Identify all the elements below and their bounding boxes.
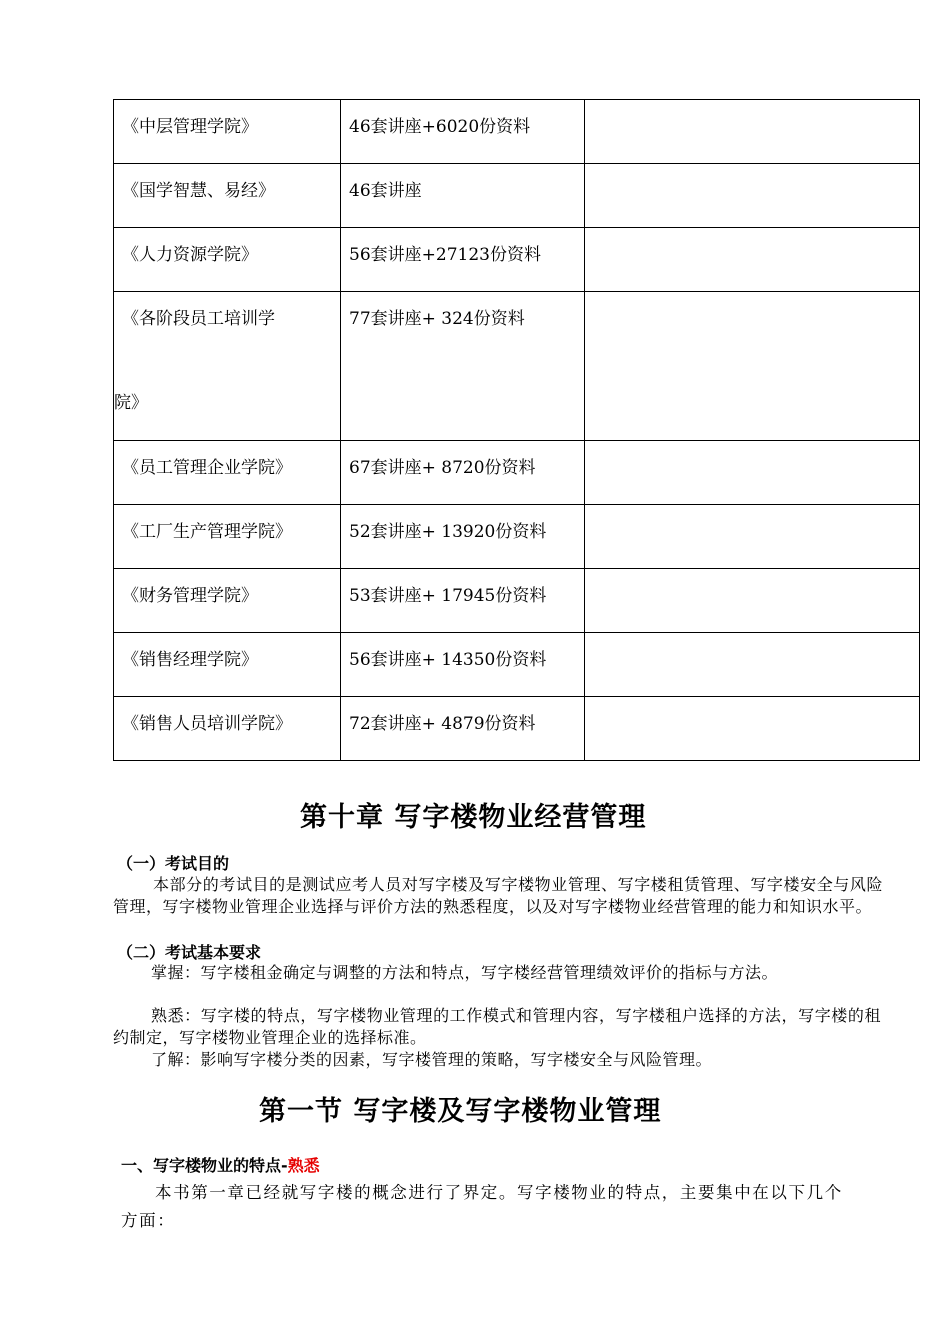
course-table bbox=[113, 99, 920, 761]
course-name: 《财务管理学院》 bbox=[114, 569, 341, 633]
subheading-tag: 熟悉 bbox=[287, 1156, 320, 1175]
section-body: 本书第一章已经就写字楼的概念进行了界定。写字楼物业的特点，主要集中在以下几个方面： bbox=[121, 1183, 843, 1230]
course-name: 《工厂生产管理学院》 bbox=[114, 505, 341, 569]
table-row bbox=[114, 505, 920, 569]
course-content: 53套讲座+ 17945份资料 bbox=[341, 569, 585, 633]
requirement-understand: 了解：影响写字楼分类的因素，写字楼管理的策略，写字楼安全与风险管理。 bbox=[151, 1050, 713, 1069]
course-content: 52套讲座+ 13920份资料 bbox=[341, 505, 585, 569]
subheading-text: 一、写字楼物业的特点- bbox=[121, 1156, 288, 1175]
course-name-line1: 《各阶段员工培训学 bbox=[122, 309, 275, 329]
table-row bbox=[114, 633, 920, 697]
table-row bbox=[114, 569, 920, 633]
table-row bbox=[114, 164, 920, 228]
requirement-master: 掌握：写字楼租金确定与调整的方法和特点，写字楼经营管理绩效评价的指标与方法。 bbox=[151, 963, 779, 982]
table-row bbox=[114, 100, 920, 164]
course-name-line2: 院》 bbox=[114, 393, 148, 413]
course-content: 72套讲座+ 4879份资料 bbox=[341, 697, 585, 761]
course-name: 《中层管理学院》 bbox=[114, 100, 341, 164]
requirement-familiar: 熟悉：写字楼的特点，写字楼物业管理的工作模式和管理内容，写字楼租户选择的方法，写字楼的租约制定，写字楼物业管理企业的选择标准。 bbox=[113, 1006, 881, 1047]
table-row bbox=[114, 441, 920, 505]
course-content: 56套讲座+ 14350份资料 bbox=[341, 633, 585, 697]
course-content: 46套讲座 bbox=[341, 164, 585, 228]
course-note bbox=[585, 697, 920, 761]
course-note bbox=[585, 164, 920, 228]
course-note bbox=[585, 292, 920, 441]
course-note bbox=[585, 100, 920, 164]
section-title: 第一节 写字楼及写字楼物业管理 bbox=[259, 1096, 662, 1127]
course-name: 《员工管理企业学院》 bbox=[114, 441, 341, 505]
course-name: 《销售经理学院》 bbox=[114, 633, 341, 697]
course-content: 67套讲座+ 8720份资料 bbox=[341, 441, 585, 505]
course-name: 《国学智慧、易经》 bbox=[114, 164, 341, 228]
course-name: 《销售人员培训学院》 bbox=[114, 697, 341, 761]
course-note bbox=[585, 228, 920, 292]
exam-requirements-heading: （二）考试基本要求 bbox=[117, 943, 262, 962]
course-note bbox=[585, 569, 920, 633]
exam-purpose-text: 本部分的考试目的是测试应考人员对写字楼及写字楼物业管理、写字楼租赁管理、写字楼安全与风险管理，写字楼物业管理企业选择与评价方法的熟悉程度，以及对写字楼物业经营管理的能力和知识水平。 bbox=[113, 875, 883, 916]
course-content: 56套讲座+27123份资料 bbox=[341, 228, 585, 292]
course-name bbox=[114, 292, 341, 441]
section-subheading bbox=[121, 1153, 320, 1176]
course-note bbox=[585, 441, 920, 505]
course-name: 《人力资源学院》 bbox=[114, 228, 341, 292]
course-note bbox=[585, 633, 920, 697]
course-note bbox=[585, 505, 920, 569]
course-content: 77套讲座+ 324份资料 bbox=[341, 292, 585, 441]
chapter-title: 第十章 写字楼物业经营管理 bbox=[300, 802, 647, 833]
course-content: 46套讲座+6020份资料 bbox=[341, 100, 585, 164]
table-row bbox=[114, 292, 920, 441]
table-row bbox=[114, 697, 920, 761]
table-row bbox=[114, 228, 920, 292]
exam-purpose-heading: （一）考试目的 bbox=[117, 854, 230, 873]
